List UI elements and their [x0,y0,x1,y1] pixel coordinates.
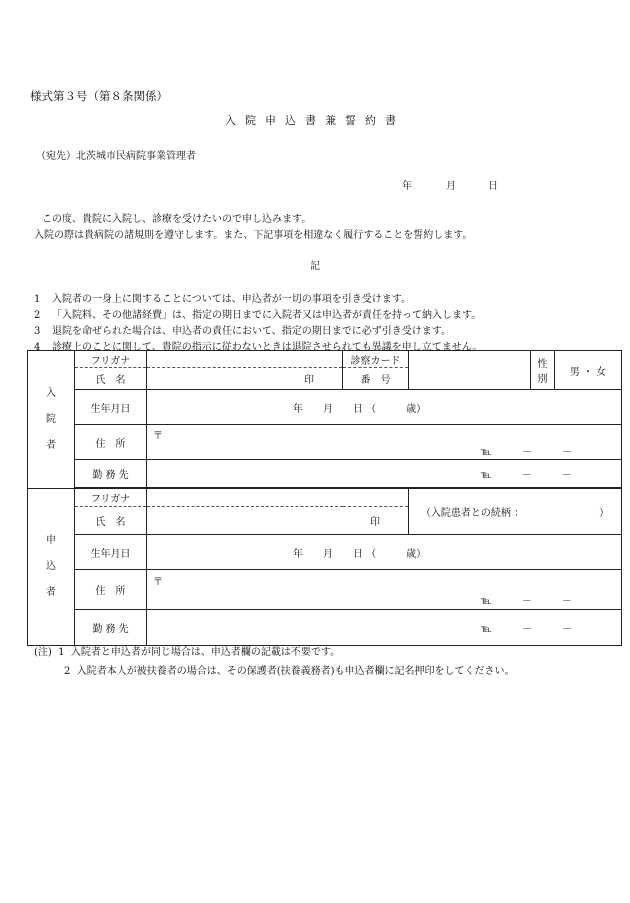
patient-name-label: 氏 名 [75,368,147,390]
patient-birth-label: 生年月日 [75,390,147,425]
intro-paragraph-2: 入院の際は貴病院の諸規則を遵守します。また、下記事項を相違なく履行することを誓約します。 [34,230,473,241]
application-form-table [27,350,622,646]
patient-furigana-label: フリガナ [75,351,147,368]
list-item: 2 「入院料、その他諸経費」は、指定の期日までに入院者又は申込者が責任を持って納入します。 [34,310,482,321]
note-1: (注) 1 入院者と申込者が同じ場合は、申込者欄の記載は不要です。 [34,647,341,658]
ki-heading: 記 [310,261,320,272]
addressee: （宛先）北茨城市民病院事業管理者 [36,151,196,162]
patient-section-label: 入 院 者 [28,351,75,489]
applicant-relation[interactable]: （入院患者との続柄 ： ） [409,489,622,535]
gender-select[interactable]: 男 ・ 女 [555,351,622,390]
list-item: 1 入院者の一身上に関することについては、申込者が一切の事項を引き受けます。 [34,294,411,305]
patient-address-field[interactable] [147,425,622,460]
applicant-birth-field[interactable]: 年 月 日 （ 歳） [147,535,622,570]
card-number-label-1: 診察カード [343,351,409,368]
patient-address-label: 住 所 [75,425,147,460]
list-item: 4 診療上のことに関して、貴院の指示に従わないときは退院させられても異議を申し立てません。 [34,342,483,353]
card-number-field[interactable] [409,351,531,390]
postal-mark: 〒 [153,431,163,442]
patient-tel: ℡ － － [481,447,572,458]
date-month: 月 [446,181,456,192]
applicant-address-label: 住 所 [75,570,147,610]
postal-mark: 〒 [153,577,163,588]
seal-mark: 印 [370,517,380,528]
applicant-address-field[interactable] [147,570,622,610]
applicant-furigana-field[interactable] [147,489,409,507]
applicant-work-label: 勤 務 先 [75,610,147,646]
date-year: 年 [402,181,412,192]
patient-work-field[interactable] [147,460,622,488]
intro-paragraph-1: この度、貴院に入院し、診療を受けたいので申し込みます。 [42,214,312,225]
patient-name-field[interactable] [147,368,343,390]
applicant-tel: ℡ － － [481,596,572,607]
applicant-birth-label: 生年月日 [75,535,147,570]
patient-furigana-field[interactable] [147,351,343,368]
date-day: 日 [488,181,498,192]
applicant-name-field[interactable] [147,507,409,535]
form-number: 様式第３号（第８条関係） [30,89,168,103]
document-title: 入院申込書兼誓約書 [225,114,405,127]
list-item: 3 退院を命ぜられた場合は、申込者の責任において、指定の期日までに必ず引き受けます。 [34,326,451,337]
applicant-furigana-label: フリガナ [75,489,147,507]
gender-label: 性 別 [531,351,555,390]
card-number-label-2: 番 号 [343,368,409,390]
patient-work-tel: ℡ － － [481,470,572,481]
note-2: 2 入院者本人が被扶養者の場合は、その保護者(扶養義務者)も申込者欄に記名押印をしてください。 [64,666,515,677]
applicant-section-label: 申 込 者 [28,489,75,646]
applicant-name-label: 氏 名 [75,507,147,535]
applicant-work-tel: ℡ － － [481,624,572,635]
seal-mark: 印 [304,375,314,386]
applicant-work-field[interactable] [147,610,622,646]
patient-birth-field[interactable]: 年 月 日 （ 歳） [147,390,622,425]
patient-work-label: 勤 務 先 [75,460,147,488]
